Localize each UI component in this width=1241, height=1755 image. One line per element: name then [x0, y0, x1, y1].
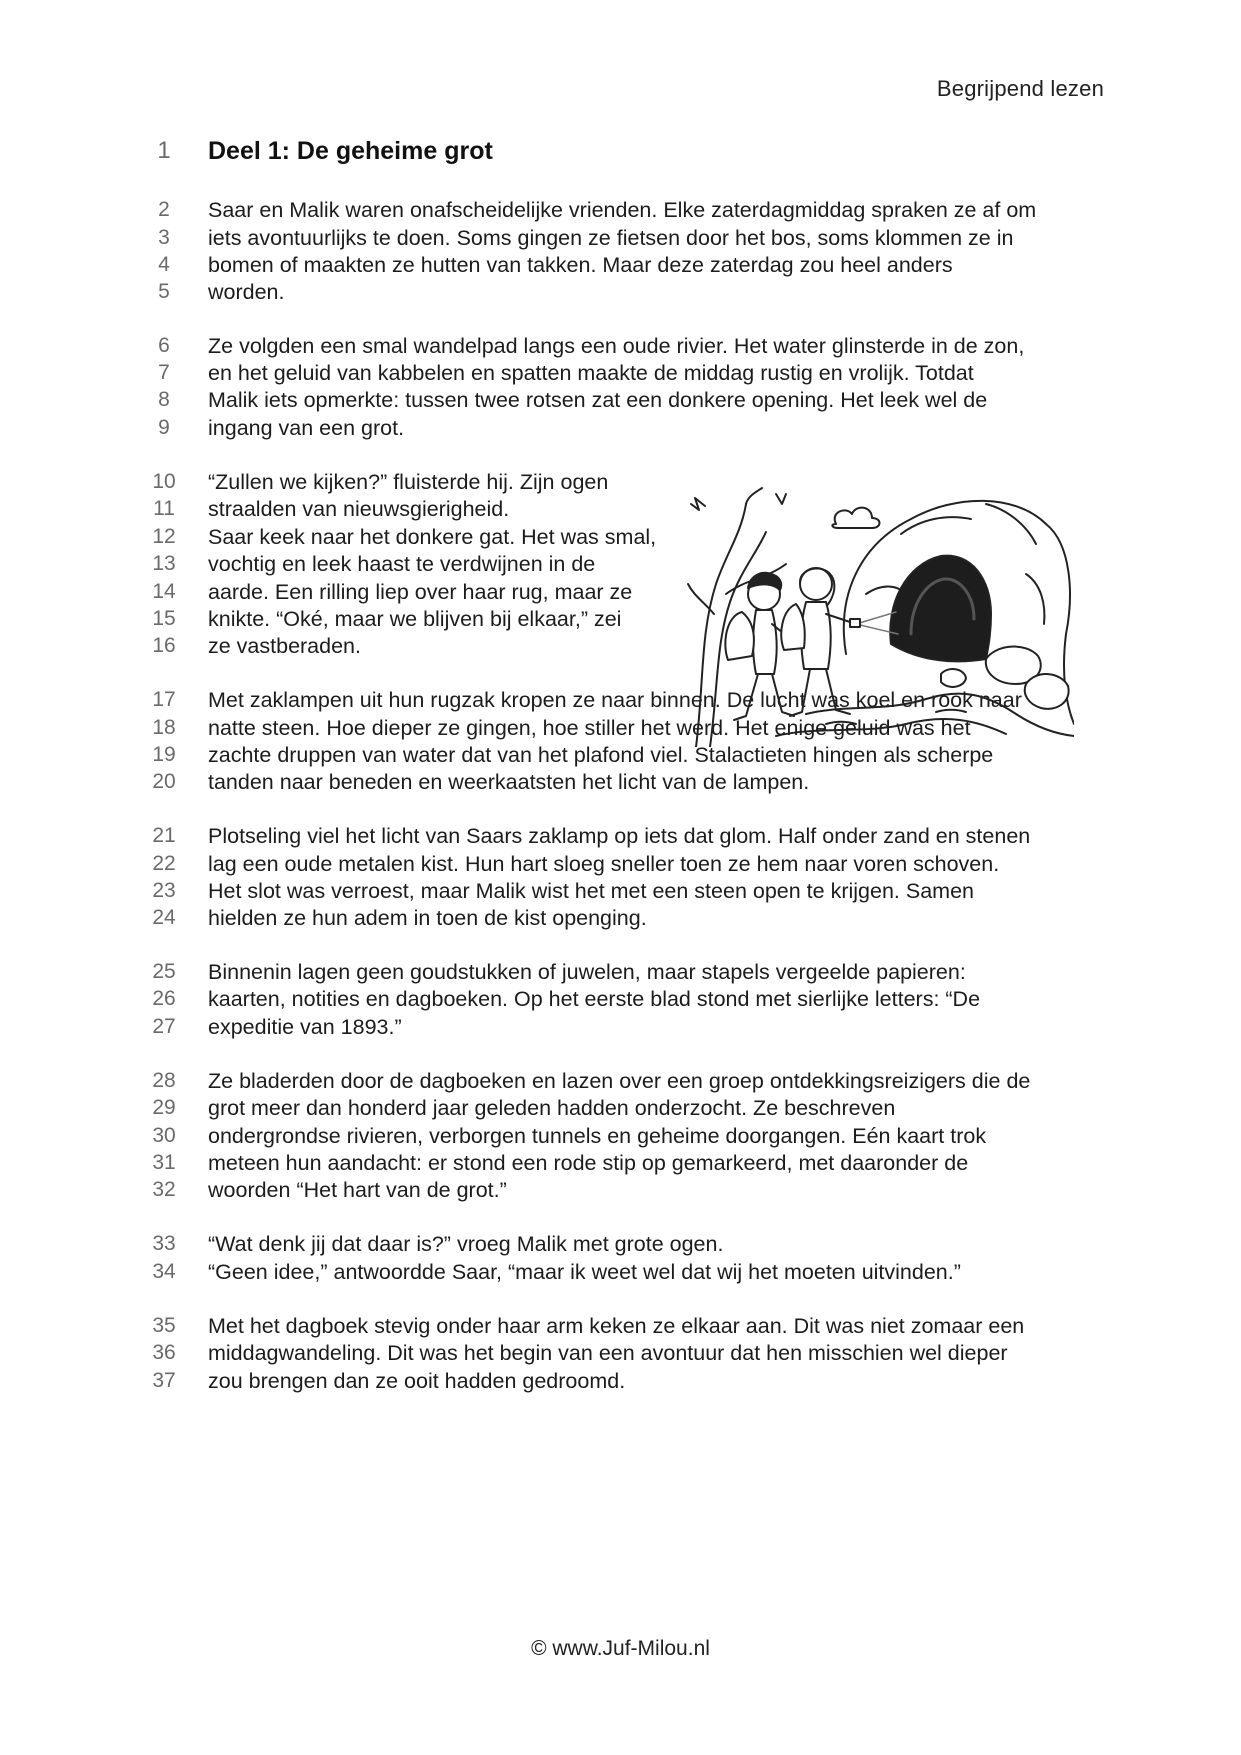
line-number: 30 — [152, 1124, 176, 1147]
line-number: 8 — [158, 388, 170, 411]
line-text: natte steen. Hoe dieper ze gingen, hoe stiller het werd. Het enige geluid was het — [208, 716, 971, 740]
page-header-label: Begrijpend lezen — [936, 76, 1104, 101]
line-text: middagwandeling. Dit was het begin van een avontuur dat hen misschien wel dieper — [208, 1341, 1008, 1365]
line-text: Malik iets opmerkte: tussen twee rotsen zat een donkere opening. Het leek wel de — [208, 388, 988, 412]
line-text: “Zullen we kijken?” fluisterde hij. Zijn ogen — [208, 470, 609, 494]
line-text: “Wat denk jij dat daar is?” vroeg Malik met grote ogen. — [208, 1232, 724, 1256]
line-number: 25 — [152, 960, 176, 983]
line-number: 14 — [152, 580, 176, 603]
line-text: aarde. Een rilling liep over haar rug, maar ze — [208, 580, 633, 604]
line-text: Binnenin lagen geen goudstukken of juwelen, maar stapels vergeelde papieren: — [208, 960, 966, 984]
line-number: 27 — [152, 1015, 176, 1038]
line-number: 34 — [152, 1260, 176, 1283]
line-number: 22 — [152, 852, 176, 875]
line-text: knikte. “Oké, maar we blijven bij elkaar,” zei — [208, 607, 622, 631]
line-number: 29 — [152, 1096, 176, 1119]
line-text: woorden “Het hart van de grot.” — [208, 1178, 507, 1202]
line-text: bomen of maakten ze hutten van takken. Maar deze zaterdag zou heel anders — [208, 253, 953, 277]
line-text: ze vastberaden. — [208, 634, 361, 658]
line-text: zachte druppen van water dat van het plafond viel. Stalactieten hingen als scherpe — [208, 743, 994, 767]
line-text: tanden naar beneden en weerkaatsten het licht van de lampen. — [208, 770, 810, 794]
line-text: worden. — [208, 280, 285, 304]
line-number: 12 — [152, 525, 176, 548]
line-text: kaarten, notities en dagboeken. Op het eerste blad stond met sierlijke letters: “De — [208, 987, 981, 1011]
line-number: 18 — [152, 716, 176, 739]
line-text: vochtig en leek haast te verdwijnen in de — [208, 552, 596, 576]
line-number: 3 — [158, 226, 170, 249]
line-number: 31 — [152, 1151, 176, 1174]
line-text: en het geluid van kabbelen en spatten maakte de middag rustig en vrolijk. Totdat — [208, 361, 974, 385]
line-number: 17 — [152, 688, 176, 711]
line-number: 26 — [152, 987, 176, 1010]
line-number: 23 — [152, 879, 176, 902]
line-number: 24 — [152, 906, 176, 929]
line-number: 35 — [152, 1314, 176, 1337]
line-number: 16 — [152, 634, 176, 657]
line-text: grot meer dan honderd jaar geleden hadden onderzocht. Ze beschreven — [208, 1096, 896, 1120]
line-number: 10 — [152, 470, 176, 493]
line-text: Saar en Malik waren onafscheidelijke vrienden. Elke zaterdagmiddag spraken ze af om — [208, 198, 1037, 222]
line-number: 21 — [152, 824, 176, 847]
line-text: straalden van nieuwsgierigheid. — [208, 497, 510, 521]
line-text: iets avontuurlijks te doen. Soms gingen ze fietsen door het bos, soms klommen ze in — [208, 226, 1014, 250]
line-text: ingang van een grot. — [208, 416, 405, 440]
line-number: 20 — [152, 770, 176, 793]
line-number: 9 — [158, 416, 170, 439]
line-number: 5 — [158, 280, 170, 303]
line-number: 32 — [152, 1178, 176, 1201]
section-title: Deel 1: De geheime grot — [208, 137, 493, 165]
line-text: Het slot was verroest, maar Malik wist het met een steen open te krijgen. Samen — [208, 879, 974, 903]
line-number: 1 — [157, 137, 171, 164]
line-number: 4 — [158, 253, 170, 276]
line-number: 7 — [158, 361, 170, 384]
line-text: meteen hun aandacht: er stond een rode stip op gemarkeerd, met daaronder de — [208, 1151, 969, 1175]
line-text: lag een oude metalen kist. Hun hart sloeg sneller toen ze hem naar voren schoven. — [208, 852, 1000, 876]
line-number: 28 — [152, 1069, 176, 1092]
line-number: 36 — [152, 1341, 176, 1364]
line-text: zou brengen dan ze ooit hadden gedroomd. — [208, 1369, 626, 1393]
line-number: 11 — [153, 497, 175, 520]
line-number: 33 — [152, 1232, 176, 1255]
line-text: Met zaklampen uit hun rugzak kropen ze naar binnen. De lucht was koel en rook naar — [208, 688, 1022, 712]
line-text: Saar keek naar het donkere gat. Het was smal, — [208, 525, 657, 549]
line-number: 37 — [152, 1369, 176, 1392]
line-text: “Geen idee,” antwoordde Saar, “maar ik weet wel dat wij het moeten uitvinden.” — [208, 1260, 961, 1284]
line-text: ondergrondse rivieren, verborgen tunnels en geheime doorgangen. Eén kaart trok — [208, 1124, 987, 1148]
line-number: 15 — [152, 607, 176, 630]
line-number: 6 — [158, 334, 170, 357]
line-text: Ze volgden een smal wandelpad langs een oude rivier. Het water glinsterde in de zon, — [208, 334, 1025, 358]
line-text: Ze bladerden door de dagboeken en lazen over een groep ontdekkingsreizigers die de — [208, 1069, 1031, 1093]
line-number: 2 — [158, 198, 170, 221]
cave-illustration — [686, 484, 1074, 747]
line-number: 13 — [152, 552, 176, 575]
line-number: 19 — [152, 743, 176, 766]
line-text: expeditie van 1893.” — [208, 1015, 402, 1039]
line-text: Plotseling viel het licht van Saars zaklamp op iets dat glom. Half onder zand en stenen — [208, 824, 1031, 848]
line-text: Met het dagboek stevig onder haar arm keken ze elkaar aan. Dit was niet zomaar een — [208, 1314, 1025, 1338]
copyright-footer: © www.Juf-Milou.nl — [531, 1637, 710, 1660]
line-text: hielden ze hun adem in toen de kist openging. — [208, 906, 647, 930]
